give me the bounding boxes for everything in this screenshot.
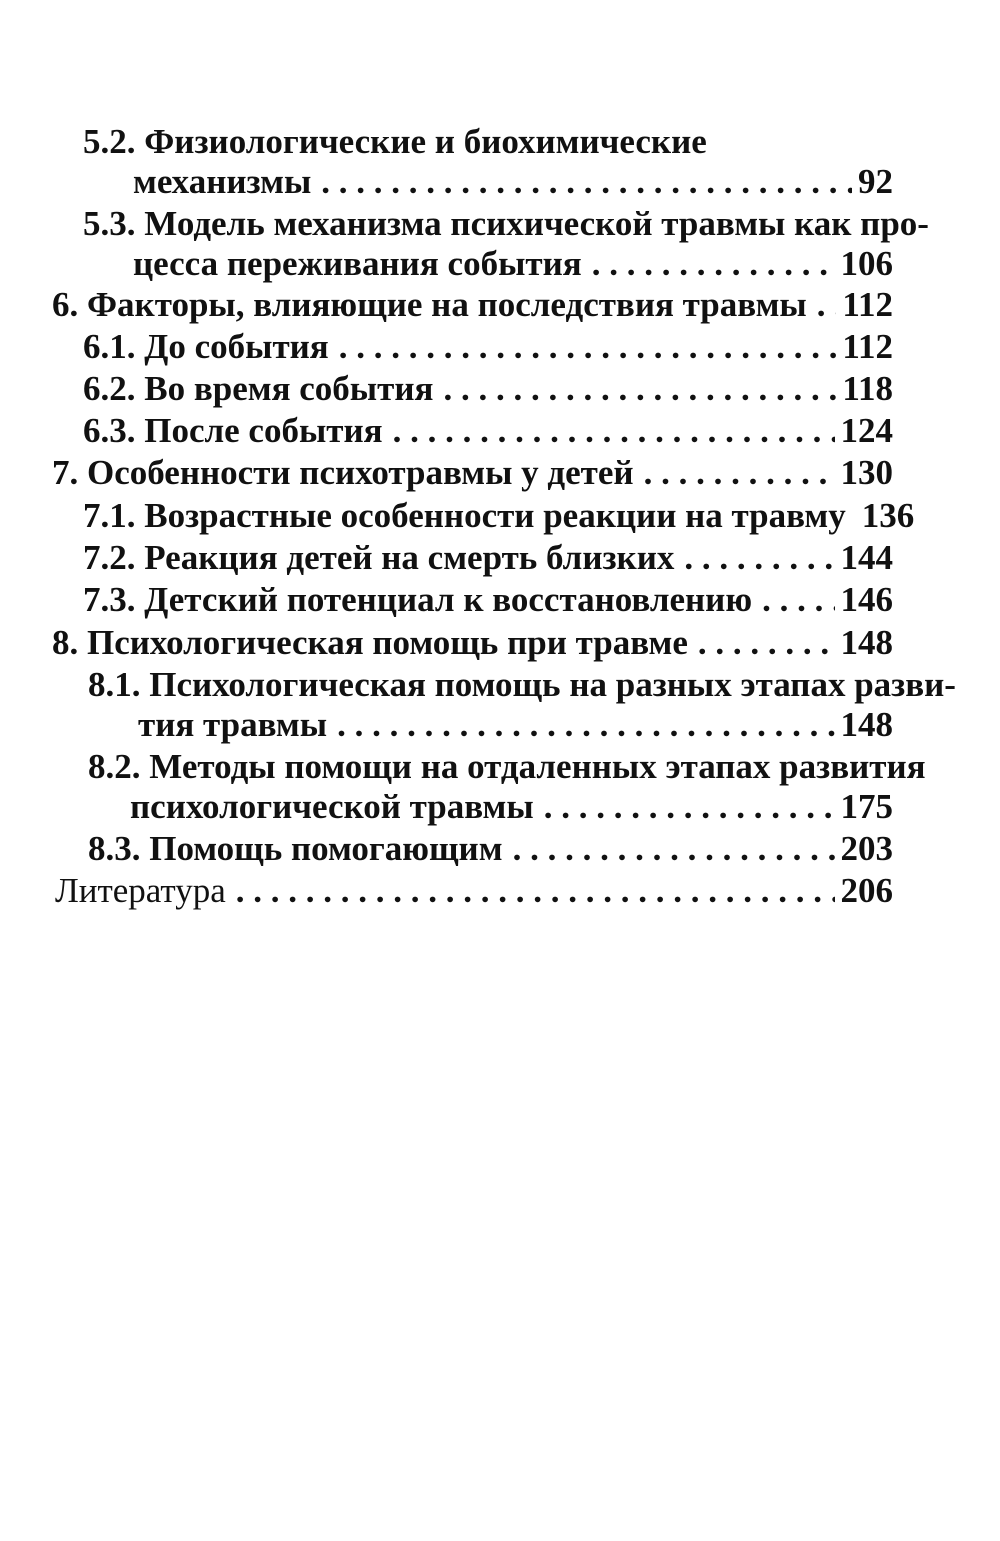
toc-entry-title: 6. Факторы, влияющие на последствия травмы <box>52 285 807 324</box>
toc-entry-title: 6.3. После события <box>83 411 383 450</box>
toc-entry-5-3-line-1 <box>0 204 1000 244</box>
dot-leader <box>393 411 835 451</box>
toc-page-number: 175 <box>840 787 893 826</box>
toc-page-number: 92 <box>858 162 893 201</box>
toc-entry-title: 7.2. Реакция детей на смерть близких <box>83 538 675 577</box>
toc-entry-title: 8.3. Помощь помогающим <box>88 829 503 868</box>
toc-entry-5-2-line-1 <box>0 122 1000 162</box>
toc-entry-8-2-line-2[interactable] <box>0 787 1000 827</box>
toc-entry-6-2[interactable] <box>0 369 1000 409</box>
toc-entry-8-2-line-1 <box>0 747 1000 787</box>
toc-entry-title: Литература <box>55 871 226 910</box>
toc-page-number: 124 <box>840 411 893 450</box>
toc-entry-title: цесса переживания события <box>133 244 582 283</box>
dot-leader <box>762 580 834 620</box>
toc-entry-title: 8.1. Психологическая помощь на разных этапах разви- <box>88 665 956 704</box>
toc-entry-8-3[interactable] <box>0 829 1000 869</box>
toc-entry-8-1-line-2[interactable] <box>0 705 1000 745</box>
dot-leader <box>592 244 835 284</box>
toc-entry-title: 8.2. Методы помощи на отдаленных этапах развития <box>88 747 926 786</box>
toc-entry-5-3-line-2[interactable] <box>0 244 1000 284</box>
toc-entry-5-2-line-2[interactable] <box>0 162 1000 202</box>
toc-entry-title: 7.1. Возрастные особенности реакции на травму <box>83 496 846 535</box>
dot-leader <box>513 829 835 869</box>
dot-leader <box>544 787 835 827</box>
dot-leader <box>817 285 837 325</box>
dot-leader <box>236 871 835 911</box>
toc-entry-6[interactable] <box>0 285 1000 325</box>
toc-page-number: 136 <box>861 496 915 535</box>
toc-entry-title: 6.2. Во время события <box>83 369 434 408</box>
toc-entry-title: 7.3. Детский потенциал к восстановлению <box>83 580 753 619</box>
toc-page-number: 112 <box>842 285 893 324</box>
toc-page-number: 106 <box>840 244 893 283</box>
toc-page-number: 206 <box>840 871 893 910</box>
toc-entry-7-1[interactable] <box>0 496 1000 536</box>
toc-entry-6-1[interactable] <box>0 327 1000 367</box>
toc-page-number: 203 <box>840 829 893 868</box>
toc-page-number: 112 <box>842 327 893 366</box>
toc-entry-title: 5.2. Физиологические и биохимические <box>83 122 707 161</box>
toc-entry-title: 6.1. До события <box>83 327 329 366</box>
toc-entry-literature[interactable] <box>0 871 1000 911</box>
toc-page-number: 148 <box>840 623 893 662</box>
toc-page-number: 146 <box>840 580 893 619</box>
toc-entry-8[interactable] <box>0 623 1000 663</box>
toc-page-number: 118 <box>842 369 893 408</box>
dot-leader <box>443 369 836 409</box>
dot-leader <box>684 538 834 578</box>
toc-entry-7-3[interactable] <box>0 580 1000 620</box>
dot-leader <box>321 162 852 202</box>
dot-leader <box>644 453 835 493</box>
toc-entry-title: 8. Психологическая помощь при травме <box>52 623 688 662</box>
toc-entry-title: тия травмы <box>138 705 328 744</box>
toc-entry-7-2[interactable] <box>0 538 1000 578</box>
dot-leader <box>698 623 835 663</box>
toc-entry-title: 7. Особенности психотравмы у детей <box>52 453 634 492</box>
toc-page-number: 130 <box>840 453 893 492</box>
toc-entry-title: 5.3. Модель механизма психической травмы как про- <box>83 204 929 243</box>
toc-entry-6-3[interactable] <box>0 411 1000 451</box>
toc-page-number: 144 <box>840 538 893 577</box>
toc-entry-7[interactable] <box>0 453 1000 493</box>
toc-page-number: 148 <box>840 705 893 744</box>
toc-entry-title: психологической травмы <box>130 787 534 826</box>
toc-entry-title: механизмы <box>133 162 312 201</box>
dot-leader <box>339 327 837 367</box>
toc-entry-8-1-line-1 <box>0 665 1000 705</box>
dot-leader <box>337 705 834 745</box>
